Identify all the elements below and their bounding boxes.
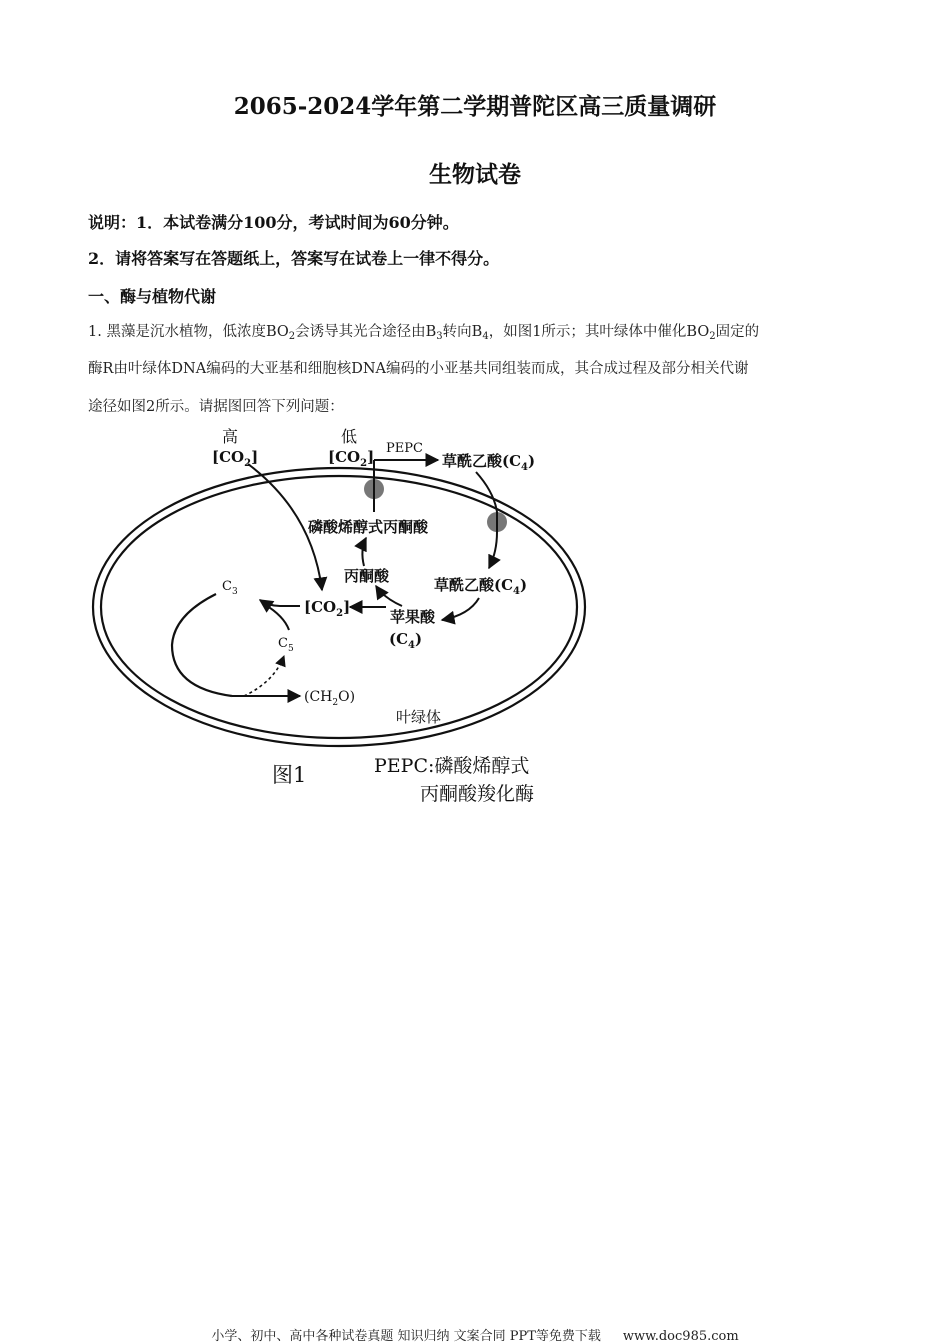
figure-1-diagram	[84, 420, 604, 810]
figure-caption: 图1	[272, 763, 307, 787]
inner-co2-label: $[CO_2]$	[304, 598, 351, 619]
section-heading: 一、酶与植物代谢	[88, 287, 217, 306]
pyruvate-to-pep-arrow	[362, 538, 366, 566]
pyruvate-label: 丙酮酸	[344, 567, 390, 585]
footer-text: 小学、初中、高中各种试卷真题 知识归纳 文案合同 PPT等免费下载	[211, 1329, 601, 1344]
regeneration-dashed-arrow	[244, 656, 284, 696]
question-1-line-3: 途径如图2所示。请据图回答下列问题：	[88, 399, 344, 415]
c5-to-co2-arc	[264, 604, 289, 630]
question-1-line-2: 酶R由叶绿体DNA编码的大亚基和细胞核DNA编码的小亚基共同组装而成，其合成过程及部分相关代谢	[88, 361, 749, 377]
legend-line-2: 丙酮酸羧化酶	[420, 783, 535, 805]
c3-label: $C_3$	[222, 579, 238, 597]
calvin-cycle-arc	[172, 594, 232, 696]
page-title: 2065-2024学年第二学期普陀区高三质量调研	[233, 93, 717, 120]
question-1-line-1: 1. 黑藻是沉水植物，低浓度$BO_2$会诱导其光合途径由$B_3$转向$B_4$，如图1所示；其叶绿体中催化$BO_2$固定的	[88, 324, 760, 342]
oxaloacetate-to-malate-arrow	[442, 598, 479, 620]
page-subtitle: 生物试卷	[429, 161, 521, 188]
oxaloacetate-outer-label: 草酰乙酸$(C_4)$	[442, 452, 536, 473]
oxaloacetate-inner-label: 草酰乙酸$(C_4)$	[434, 576, 528, 597]
pepc-label: PEPC	[386, 441, 423, 456]
c5-label: $C_5$	[278, 636, 294, 654]
low-co2-label: $[CO_2]$	[328, 448, 375, 469]
low-label: 低	[340, 427, 358, 446]
high-label: 高	[221, 427, 239, 446]
footer	[0, 1325, 950, 1344]
chloroplast-label: 叶绿体	[396, 708, 442, 726]
footer-url[interactable]: www.doc985.com	[622, 1329, 739, 1344]
exam-note-1: 说明：1．本试卷满分100分，考试时间为60分钟。	[88, 213, 459, 232]
ch2o-label: $(CH_2O)$	[304, 689, 356, 708]
exam-note-2: 2．请将答案写在答题纸上，答案写在试卷上一律不得分。	[88, 249, 500, 268]
malate-to-pyruvate-arrow	[376, 586, 402, 606]
high-co2-label: $[CO_2]$	[212, 448, 259, 469]
malate-c4-label: $(C_4)$	[389, 630, 423, 651]
malate-label: 苹果酸	[390, 608, 436, 626]
legend-line-1: PEPC:磷酸烯醇式	[374, 755, 530, 777]
pep-label: 磷酸烯醇式丙酮酸	[308, 518, 429, 536]
